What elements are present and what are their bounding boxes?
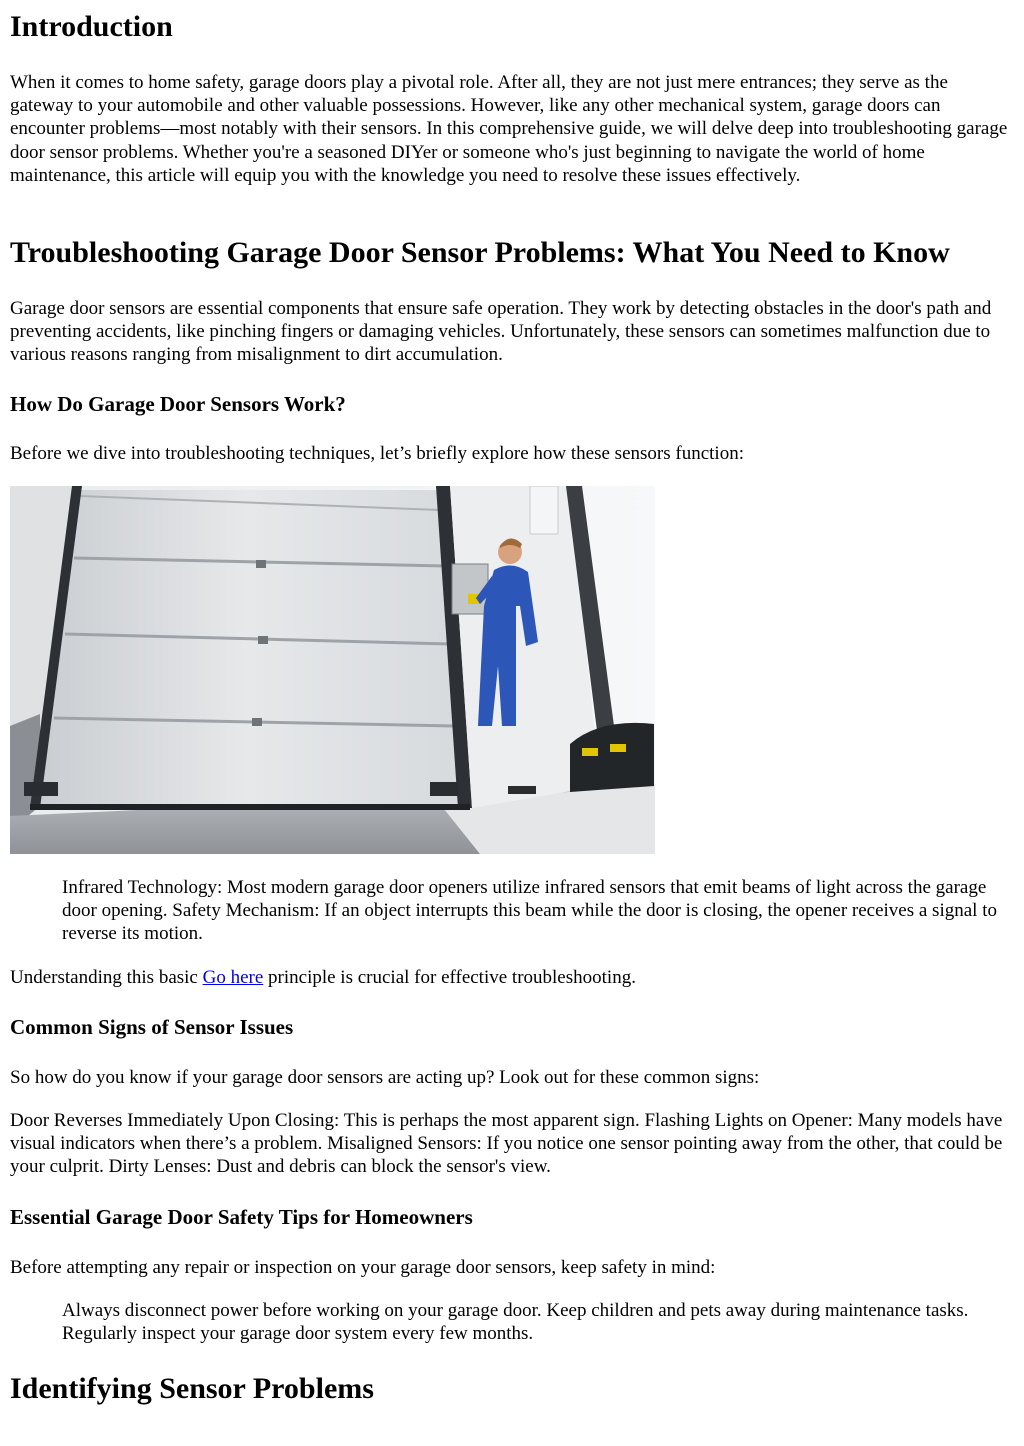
how-work-paragraph: Before we dive into troubleshooting techniques, let’s briefly explore how these sensors function: [10, 443, 744, 464]
identifying-heading: Identifying Sensor Problems [10, 1372, 374, 1405]
safety-paragraph: Before attempting any repair or inspection on your garage door sensors, keep safety in mind: [10, 1257, 716, 1278]
intro-paragraph: When it comes to home safety, garage doors play a pivotal role. After all, they are not just mere entrances; they serve as the gateway to your automobile and other valuable possessions. However, like any other mechanical system, garage doors can encounter problems—most notably with their sensors. In this comprehensive guide, we will delve deep into troubleshooting garage door sensor problems. Whether you're a seasoned DIYer or someone who's just beginning to navigate the world of home maintenance, this article will equip you with the knowledge you need to resolve these issues effectively. [10, 72, 1008, 186]
how-work-heading: How Do Garage Door Sensors Work? [10, 392, 346, 416]
troubleshooting-heading: Troubleshooting Garage Door Sensor Problems: What You Need to Know [10, 236, 950, 269]
understanding-after-text: principle is crucial for effective troubleshooting. [263, 967, 636, 988]
safety-heading: Essential Garage Door Safety Tips for Homeowners [10, 1205, 473, 1229]
understanding-paragraph [10, 966, 1014, 989]
how-work-quote: Infrared Technology: Most modern garage door openers utilize infrared sensors that emit beams of light across the garage door opening. Safety Mechanism: If an object interrupts this beam while the door is closing, the opener receives a signal to reverse its motion. [62, 877, 997, 945]
go-here-link[interactable]: Go here [202, 967, 264, 988]
intro-heading: Introduction [10, 10, 173, 43]
troubleshooting-paragraph: Garage door sensors are essential components that ensure safe operation. They work by detecting obstacles in the door's path and preventing accidents, like pinching fingers or damaging vehicles. Unfortunately, these sensors can sometimes malfunction due to various reasons ranging from misalignment to dirt accumulation. [10, 298, 992, 366]
garage-door-technician-photo [10, 486, 655, 854]
signs-list-paragraph: Door Reverses Immediately Upon Closing: This is perhaps the most apparent sign. Flashing Lights on Opener: Many models have visual indicators when there’s a problem. Misaligned Sensors: If you notice one sensor pointing away from the other, that could be your culprit. Dirty Lenses: Dust and debris can block the sensor's view. [10, 1110, 1003, 1178]
understanding-before-text: Understanding this basic [10, 967, 203, 988]
signs-heading: Common Signs of Sensor Issues [10, 1015, 294, 1039]
signs-paragraph: So how do you know if your garage door sensors are acting up? Look out for these common signs: [10, 1067, 760, 1088]
safety-quote: Always disconnect power before working on your garage door. Keep children and pets away during maintenance tasks. Regularly inspect your garage door system every few months. [62, 1300, 969, 1345]
